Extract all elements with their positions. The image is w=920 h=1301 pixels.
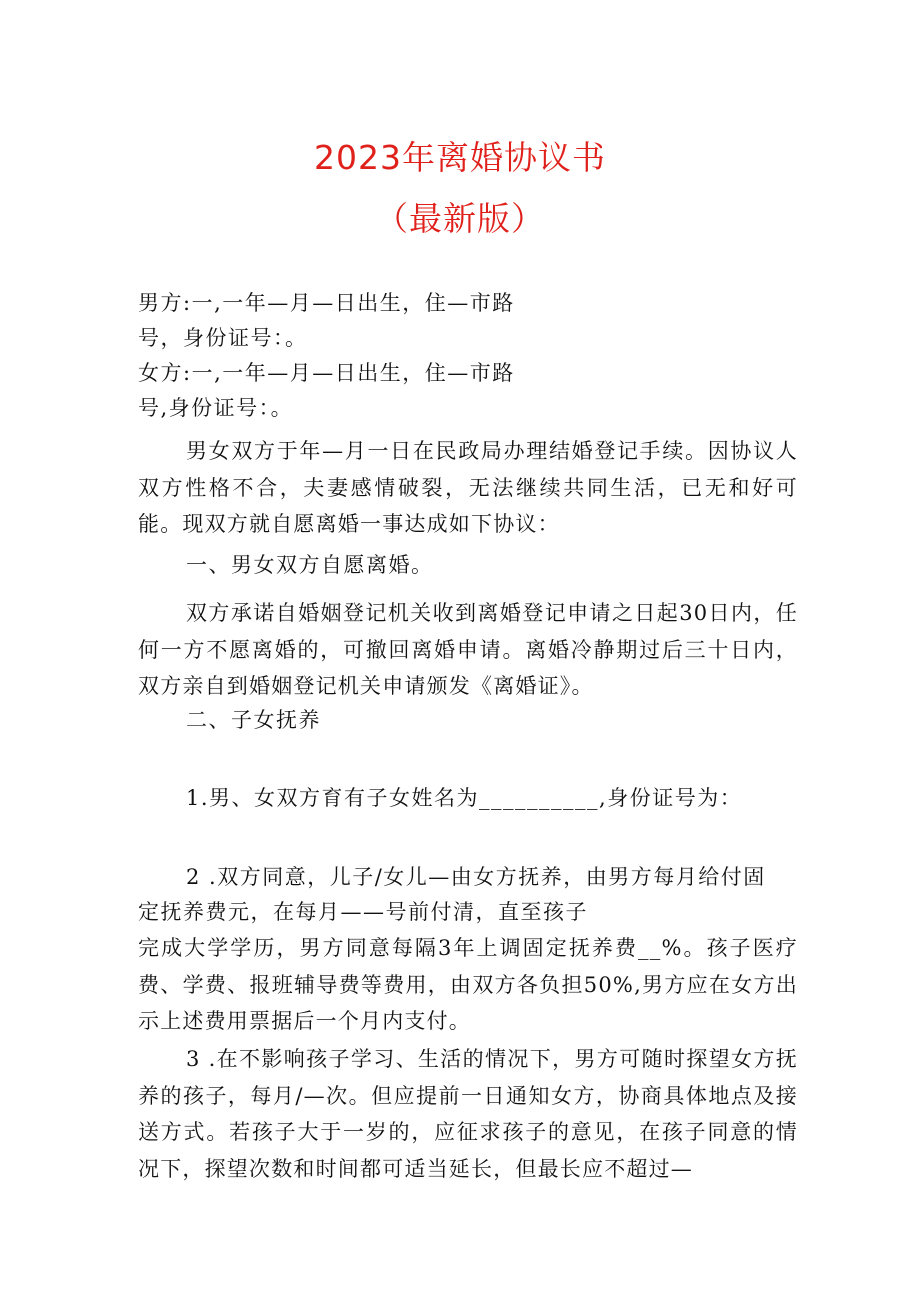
man-info-line-1: 男方:一,一年—月—日出生，住—市路 — [138, 291, 515, 315]
item-2-line-2: 定抚养费元，在每月——号前付清，直至孩子 — [138, 900, 588, 924]
item-3-paragraph: 3 .在不影响孩子学习、生活的情况下，男方可随时探望女方抚养的孩子，每月/—次。但应提前一日通知女方，协商具体地点及接送方式。若孩子大于一岁的，应征求孩子的意见，在孩子同意的情况下，探望次数和时间都可适当延长，但最长应不超过— — [138, 1047, 798, 1181]
woman-info-line-1: 女方:一,一年—月—日出生，住—市路 — [138, 361, 515, 385]
woman-info-line-2: 号,身份证号：。 — [138, 396, 294, 420]
item-2-body: 完成大学学历，男方同意每隔3年上调固定抚养费__%。孩子医疗费、学费、报班辅导费等费用，由双方各负担50%,男方应在女方出示上述费用票据后一个月内支付。 — [138, 936, 798, 1033]
intro-paragraph: 男女双方于年—月一日在民政局办理结婚登记手续。因协议人双方性格不合，夫妻感情破裂，无法继续共同生活，已无和好可能。现双方就自愿离婚一事达成如下协议： — [138, 439, 798, 536]
document-title: 2023年离婚协议书 — [314, 138, 606, 177]
section-1-body: 双方承诺自婚姻登记机关收到离婚登记申请之日起30日内，任何一方不愿离婚的，可撤回离婚申请。离婚冷静期过后三十日内，双方亲自到婚姻登记机关申请颁发《离婚证》。 — [138, 601, 798, 698]
item-1-children: 1.男、女双方育有子女姓名为__________,身份证号为： — [186, 786, 743, 810]
man-info-line-2: 号，身份证号：。 — [138, 326, 308, 350]
document-subtitle: （最新版） — [375, 199, 545, 238]
section-1-heading: 一、男女双方自愿离婚。 — [186, 553, 434, 577]
item-2-line-1: 2 .双方同意，儿子/女儿—由女方抚养，由男方每月给付固 — [186, 865, 766, 889]
section-2-heading: 二、子女抚养 — [186, 708, 321, 732]
